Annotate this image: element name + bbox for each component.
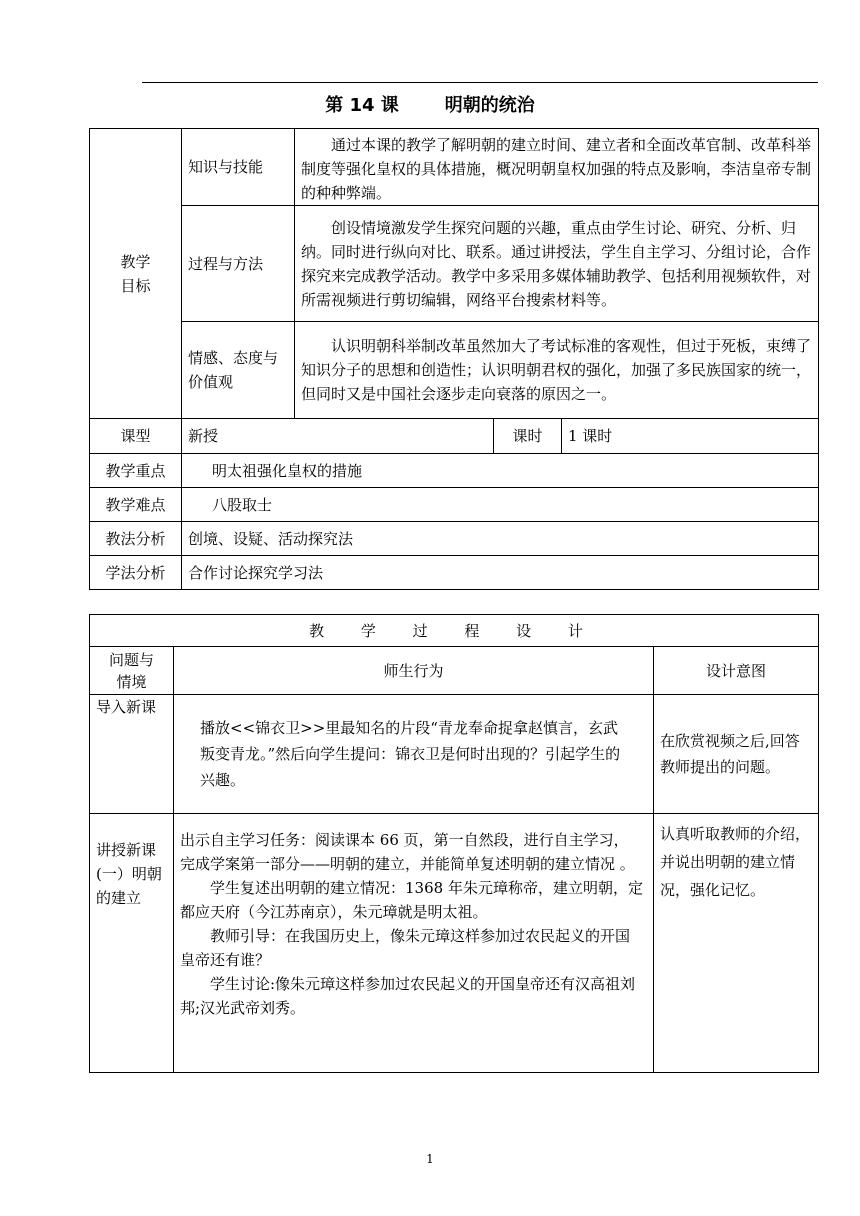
learning-method-value: 合作讨论探究学习法: [182, 556, 819, 590]
knowledge-text: 通过本课的教学了解明朝的建立时间、建立者和全面改革官制、改革科举制度等强化皇权的具体措施，概况明朝皇权加强的特点及影响，李洁皇帝专制的种种弊端。: [295, 129, 819, 206]
process-design-header: 教 学 过 程 设 计: [90, 615, 819, 647]
focus-value: 明太祖强化皇权的措施: [182, 454, 819, 488]
header-rule: [142, 82, 818, 83]
difficulty-label: 教学难点: [90, 488, 182, 522]
lesson-name: 明朝的统治: [444, 95, 535, 116]
type-value: 新授: [182, 419, 494, 454]
action-paragraph: 学生讨论:像朱元璋这样参加过农民起义的开国皇帝还有汉高祖刘邦;汉光武帝刘秀。: [180, 975, 636, 1017]
process-table: [89, 614, 819, 1073]
difficulty-value: 八股取士: [182, 488, 819, 522]
emotion-label: 情感、态度与价值观: [182, 322, 295, 419]
table-row: [90, 814, 819, 1073]
row-intent: 认真听取教师的介绍，并说出明朝的建立情况，强化记忆。: [654, 814, 819, 1073]
process-label: 过程与方法: [182, 206, 295, 322]
action-paragraph: 教师引导：在我国历史上，像朱元璋这样参加过农民起义的开国皇帝还有谁？: [180, 927, 631, 969]
row-action: 播放<<锦衣卫>>里最知名的片段“青龙奉命捉拿赵慎言，玄武叛变青龙。”然后向学生提问：锦衣卫是何时出现的？引起学生的兴趣。: [174, 695, 654, 814]
hours-value: 1 课时: [562, 419, 819, 454]
lesson-number: 第 14 课: [325, 95, 399, 116]
row-problem: 导入新课: [90, 695, 174, 814]
row-action: [174, 814, 654, 1073]
hours-label: 课时: [494, 419, 562, 454]
objectives-table: [89, 128, 819, 590]
focus-label: 教学重点: [90, 454, 182, 488]
col-problem-header: 问题与 情境: [90, 647, 174, 695]
row-intent: 在欣赏视频之后,回答教师提出的问题。: [654, 695, 819, 814]
col-action-header: 师生行为: [174, 647, 654, 695]
knowledge-label: 知识与技能: [182, 129, 295, 206]
teaching-method-value: 创境、设疑、活动探究法: [182, 522, 819, 556]
page-title: [0, 94, 860, 118]
teaching-method-label: 教法分析: [90, 522, 182, 556]
objectives-label: 教学 目标: [90, 129, 182, 419]
action-paragraph: 学生复述出明朝的建立情况：1368 年朱元璋称帝，建立明朝，定都应天府（今江苏南京），朱元璋就是明太祖。: [180, 879, 643, 921]
row-problem: 讲授新课 (一）明朝的建立: [90, 814, 174, 1073]
process-text: 创设情境激发学生探究问题的兴趣，重点由学生讨论、研究、分析、归纳。同时进行纵向对比、联系。通过讲授法，学生自主学习、分组讨论，合作探究来完成教学活动。教学中多采用多媒体辅助教学、包括利用视频软件，对所需视频进行剪切编辑，网络平台搜索材料等。: [295, 206, 819, 322]
type-label: 课型: [90, 419, 182, 454]
learning-method-label: 学法分析: [90, 556, 182, 590]
col-intent-header: 设计意图: [654, 647, 819, 695]
emotion-text: 认识明朝科举制改革虽然加大了考试标准的客观性，但过于死板，束缚了知识分子的思想和创造性；认识明朝君权的强化，加强了多民族国家的统一，但同时又是中国社会逐步走向衰落的原因之一。: [295, 322, 819, 419]
action-paragraph: 出示自主学习任务：阅读课本 66 页，第一自然段，进行自主学习，完成学案第一部分——明朝的建立，并能简单复述明朝的建立情况 。: [180, 831, 635, 873]
table-row: [90, 695, 819, 814]
page-number: 1: [426, 1152, 434, 1166]
